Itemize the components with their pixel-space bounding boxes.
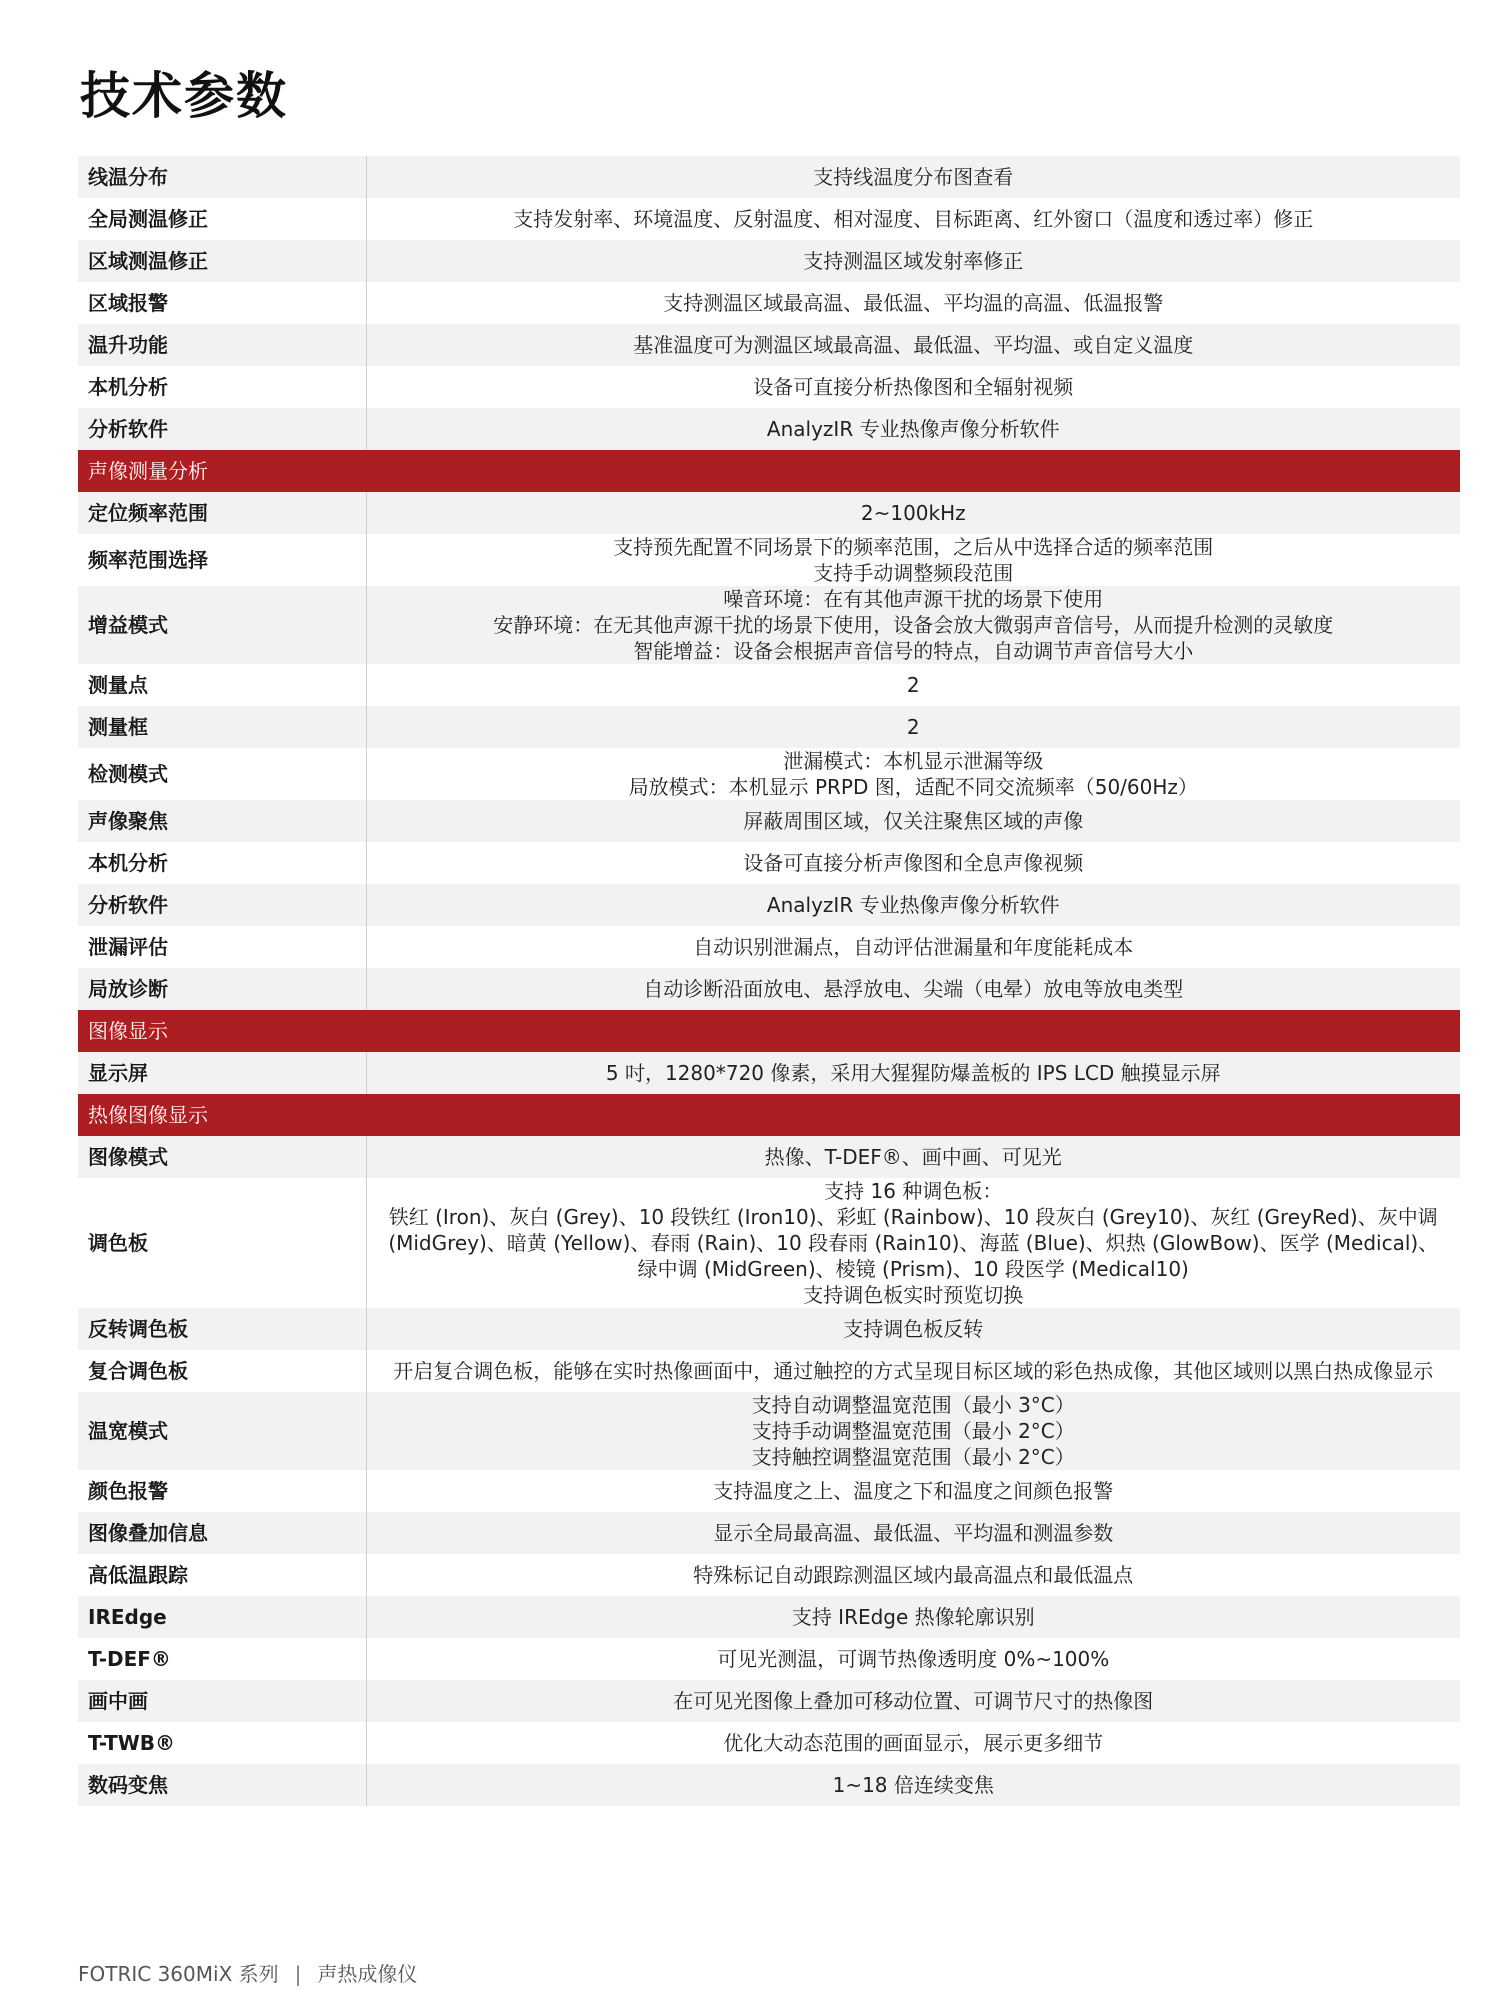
spec-value <box>366 1680 1460 1722</box>
spec-value-line: 支持 16 种调色板： <box>824 1179 1003 1203</box>
spec-value-line: 可见光测温，可调节热像透明度 0%~100% <box>717 1647 1110 1671</box>
spec-label: 温升功能 <box>78 324 366 366</box>
section-title: 热像图像显示 <box>78 1094 1460 1136</box>
spec-value-line: 铁红 (Iron)、灰白 (Grey)、10 段铁红 (Iron10)、彩虹 (Rainbow)、10 段灰白 (Grey10)、灰红 (GreyRed)、灰中调 (MidGrey)、暗黄 (Yellow)、春雨 (Rain)、10 段春雨 (Rain10)、海蓝 (Blue)、炽热 (GlowBow)、医学 (Medical)、绿中调 (MidGreen)、棱镜 (Prism)、10 段医学 (Medical10) <box>388 1205 1439 1281</box>
spec-label: 声像聚焦 <box>78 800 366 842</box>
page-title: 技术参数 <box>80 67 288 125</box>
spec-row <box>78 1596 1460 1638</box>
spec-row <box>78 198 1460 240</box>
spec-value-line: 基准温度可为测温区域最高温、最低温、平均温、或自定义温度 <box>633 333 1194 357</box>
spec-value-line: 设备可直接分析热像图和全辐射视频 <box>753 375 1074 399</box>
spec-row <box>78 586 1460 664</box>
spec-row <box>78 664 1460 706</box>
spec-value <box>366 884 1460 926</box>
spec-value <box>366 240 1460 282</box>
section-header <box>78 1094 1460 1136</box>
spec-row <box>78 1512 1460 1554</box>
spec-label: 图像模式 <box>78 1136 366 1178</box>
footer-brand: FOTRIC 360MiX 系列 <box>78 1962 279 1986</box>
spec-value <box>366 1764 1460 1806</box>
spec-value-line: 2 <box>906 715 920 739</box>
spec-row <box>78 492 1460 534</box>
spec-value <box>366 282 1460 324</box>
spec-value <box>366 366 1460 408</box>
spec-row <box>78 1680 1460 1722</box>
spec-row <box>78 282 1460 324</box>
spec-value <box>366 926 1460 968</box>
spec-label: 画中画 <box>78 1680 366 1722</box>
spec-value <box>366 1392 1460 1470</box>
spec-label: 区域报警 <box>78 282 366 324</box>
spec-value <box>366 1638 1460 1680</box>
spec-row <box>78 968 1460 1010</box>
spec-row <box>78 1638 1460 1680</box>
spec-value <box>366 198 1460 240</box>
footer <box>78 1958 417 1987</box>
spec-row <box>78 748 1460 800</box>
spec-row <box>78 706 1460 748</box>
spec-value <box>366 664 1460 706</box>
spec-value <box>366 1136 1460 1178</box>
spec-value-line: 局放模式：本机显示 PRPD 图，适配不同交流频率（50/60Hz） <box>628 775 1198 799</box>
spec-label: IREdge <box>78 1596 366 1638</box>
spec-label: 反转调色板 <box>78 1308 366 1350</box>
spec-label: 测量框 <box>78 706 366 748</box>
footer-separator: | <box>294 1962 302 1986</box>
spec-value-line: 支持测温区域最高温、最低温、平均温的高温、低温报警 <box>663 291 1164 315</box>
spec-value <box>366 748 1460 800</box>
spec-value-line: 噪音环境：在有其他声源干扰的场景下使用 <box>723 587 1104 611</box>
spec-value <box>366 1554 1460 1596</box>
spec-row <box>78 324 1460 366</box>
spec-label: 泄漏评估 <box>78 926 366 968</box>
spec-value <box>366 324 1460 366</box>
section-title: 声像测量分析 <box>78 450 1460 492</box>
spec-row <box>78 366 1460 408</box>
spec-value-line: 支持调色板反转 <box>843 1317 984 1341</box>
spec-value-line: 支持 IREdge 热像轮廓识别 <box>791 1605 1035 1629</box>
spec-row <box>78 156 1460 198</box>
spec-value <box>366 706 1460 748</box>
spec-row <box>78 534 1460 586</box>
spec-label: 测量点 <box>78 664 366 706</box>
spec-value <box>366 492 1460 534</box>
spec-value-line: 屏蔽周围区域，仅关注聚焦区域的声像 <box>743 809 1084 833</box>
spec-label: 复合调色板 <box>78 1350 366 1392</box>
spec-row <box>78 1350 1460 1392</box>
spec-label: 分析软件 <box>78 408 366 450</box>
section-title: 图像显示 <box>78 1010 1460 1052</box>
spec-value <box>366 156 1460 198</box>
spec-value-line: 支持预先配置不同场景下的频率范围，之后从中选择合适的频率范围 <box>613 535 1214 559</box>
spec-value <box>366 842 1460 884</box>
spec-row <box>78 926 1460 968</box>
spec-label: 区域测温修正 <box>78 240 366 282</box>
spec-label: 调色板 <box>78 1178 366 1308</box>
spec-value <box>366 1178 1460 1308</box>
spec-label: 本机分析 <box>78 366 366 408</box>
spec-row <box>78 1764 1460 1806</box>
spec-value <box>366 1722 1460 1764</box>
spec-label: 局放诊断 <box>78 968 366 1010</box>
spec-value-line: 自动诊断沿面放电、悬浮放电、尖端（电晕）放电等放电类型 <box>643 977 1184 1001</box>
spec-value <box>366 1052 1460 1094</box>
spec-label: 检测模式 <box>78 748 366 800</box>
spec-row <box>78 1392 1460 1470</box>
spec-value-line: 支持发射率、环境温度、反射温度、相对湿度、目标距离、红外窗口（温度和透过率）修正 <box>513 207 1314 231</box>
spec-label: 全局测温修正 <box>78 198 366 240</box>
spec-value-line: 安静环境：在无其他声源干扰的场景下使用，设备会放大微弱声音信号，从而提升检测的灵敏度 <box>493 613 1334 637</box>
spec-row <box>78 1722 1460 1764</box>
spec-row <box>78 842 1460 884</box>
spec-row <box>78 1136 1460 1178</box>
spec-value-line: 优化大动态范围的画面显示，展示更多细节 <box>723 1731 1104 1755</box>
spec-value-line: 特殊标记自动跟踪测温区域内最高温点和最低温点 <box>693 1563 1134 1587</box>
spec-value-line: AnalyzIR 专业热像声像分析软件 <box>766 893 1060 917</box>
spec-value-line: 自动识别泄漏点，自动评估泄漏量和年度能耗成本 <box>693 935 1134 959</box>
spec-label: 颜色报警 <box>78 1470 366 1512</box>
spec-row <box>78 1470 1460 1512</box>
spec-value <box>366 408 1460 450</box>
spec-label: T-DEF® <box>78 1638 366 1680</box>
spec-value-line: 支持自动调整温宽范围（最小 3°C） <box>751 1393 1075 1417</box>
spec-value-line: 2~100kHz <box>860 501 966 525</box>
spec-value-line: 显示全局最高温、最低温、平均温和测温参数 <box>713 1521 1114 1545</box>
spec-value-line: 开启复合调色板，能够在实时热像画面中，通过触控的方式呈现目标区域的彩色热成像，其他区域则以黑白热成像显示 <box>393 1359 1434 1383</box>
spec-label: 本机分析 <box>78 842 366 884</box>
spec-row <box>78 408 1460 450</box>
spec-label: 频率范围选择 <box>78 534 366 586</box>
spec-row <box>78 884 1460 926</box>
spec-row <box>78 1178 1460 1308</box>
spec-value-line: 2 <box>906 673 920 697</box>
spec-value <box>366 800 1460 842</box>
spec-label: T-TWB® <box>78 1722 366 1764</box>
spec-value <box>366 968 1460 1010</box>
spec-value-line: 设备可直接分析声像图和全息声像视频 <box>743 851 1084 875</box>
spec-value-line: 热像、T-DEF®、画中画、可见光 <box>764 1145 1062 1169</box>
section-header <box>78 450 1460 492</box>
spec-row <box>78 1308 1460 1350</box>
spec-value-line: 支持触控调整温宽范围（最小 2°C） <box>751 1445 1075 1469</box>
spec-row <box>78 240 1460 282</box>
spec-value-line: 1~18 倍连续变焦 <box>832 1773 994 1797</box>
spec-value <box>366 1308 1460 1350</box>
spec-value-line: 5 吋，1280*720 像素，采用大猩猩防爆盖板的 IPS LCD 触摸显示屏 <box>605 1061 1221 1085</box>
spec-value <box>366 586 1460 664</box>
spec-value-line: 智能增益：设备会根据声音信号的特点，自动调节声音信号大小 <box>633 639 1194 663</box>
spec-label: 增益模式 <box>78 586 366 664</box>
spec-table <box>78 156 1460 1806</box>
spec-value <box>366 1512 1460 1554</box>
spec-value <box>366 1470 1460 1512</box>
spec-value-line: 支持手动调整温宽范围（最小 2°C） <box>751 1419 1075 1443</box>
spec-label: 定位频率范围 <box>78 492 366 534</box>
spec-row <box>78 1052 1460 1094</box>
spec-value-line: 支持线温度分布图查看 <box>813 165 1014 189</box>
spec-value <box>366 534 1460 586</box>
spec-label: 显示屏 <box>78 1052 366 1094</box>
spec-label: 图像叠加信息 <box>78 1512 366 1554</box>
spec-row <box>78 1554 1460 1596</box>
spec-value-line: 在可见光图像上叠加可移动位置、可调节尺寸的热像图 <box>673 1689 1154 1713</box>
spec-label: 温宽模式 <box>78 1392 366 1470</box>
spec-row <box>78 800 1460 842</box>
spec-value <box>366 1596 1460 1638</box>
spec-value-line: 泄漏模式：本机显示泄漏等级 <box>783 749 1044 773</box>
spec-label: 数码变焦 <box>78 1764 366 1806</box>
footer-product: 声热成像仪 <box>317 1962 418 1986</box>
spec-value-line: 支持测温区域发射率修正 <box>803 249 1024 273</box>
spec-label: 线温分布 <box>78 156 366 198</box>
spec-value-line: 支持调色板实时预览切换 <box>803 1283 1024 1307</box>
spec-label: 高低温跟踪 <box>78 1554 366 1596</box>
spec-value-line: 支持手动调整频段范围 <box>813 561 1014 585</box>
spec-value-line: AnalyzIR 专业热像声像分析软件 <box>766 417 1060 441</box>
spec-label: 分析软件 <box>78 884 366 926</box>
spec-value-line: 支持温度之上、温度之下和温度之间颜色报警 <box>713 1479 1114 1503</box>
spec-value <box>366 1350 1460 1392</box>
section-header <box>78 1010 1460 1052</box>
